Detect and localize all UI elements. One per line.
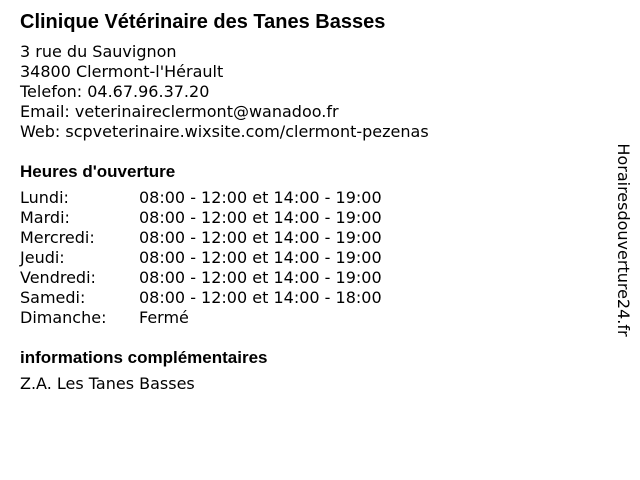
- address-city: 34800 Clermont-l'Hérault: [20, 62, 224, 81]
- hours-day: Mardi:: [20, 208, 70, 227]
- email-line: [20, 102, 600, 122]
- hours-time: 08:00 - 12:00 et 14:00 - 19:00: [139, 248, 382, 267]
- hours-day: Samedi:: [20, 288, 86, 307]
- clinic-card: [20, 10, 600, 394]
- web-label: Web:: [20, 122, 66, 141]
- hours-row: [20, 188, 600, 208]
- hours-row: [20, 228, 600, 248]
- hours-day: Vendredi:: [20, 268, 96, 287]
- hours-day: Lundi:: [20, 188, 69, 207]
- phone-line: Telefon: 04.67.96.37.20: [20, 82, 210, 101]
- hours-time: 08:00 - 12:00 et 14:00 - 18:00: [139, 288, 382, 307]
- hours-time: 08:00 - 12:00 et 14:00 - 19:00: [139, 268, 382, 287]
- hours-day: Jeudi:: [20, 248, 65, 267]
- hours-table: [20, 188, 600, 328]
- info-title: informations complémentaires: [20, 348, 268, 367]
- email-label: Email:: [20, 102, 75, 121]
- hours-row: [20, 308, 600, 328]
- hours-title: Heures d'ouverture: [20, 162, 176, 181]
- hours-row: [20, 288, 600, 308]
- site-watermark: Horairesdouverture24.fr: [614, 143, 633, 337]
- hours-row: [20, 268, 600, 288]
- hours-day: Dimanche:: [20, 308, 107, 327]
- hours-time: Fermé: [139, 308, 189, 327]
- hours-time: 08:00 - 12:00 et 14:00 - 19:00: [139, 188, 382, 207]
- hours-day: Mercredi:: [20, 228, 95, 247]
- address-street: 3 rue du Sauvignon: [20, 42, 177, 61]
- web-line: [20, 122, 600, 142]
- clinic-name: Clinique Vétérinaire des Tanes Basses: [20, 11, 386, 33]
- hours-row: [20, 248, 600, 268]
- hours-row: [20, 208, 600, 228]
- web-link[interactable]: scpveterinaire.wixsite.com/clermont-pezenas: [65, 122, 429, 141]
- email-link[interactable]: veterinaireclermont@wanadoo.fr: [74, 102, 339, 121]
- info-text: Z.A. Les Tanes Basses: [20, 374, 195, 393]
- hours-time: 08:00 - 12:00 et 14:00 - 19:00: [139, 208, 382, 227]
- hours-time: 08:00 - 12:00 et 14:00 - 19:00: [139, 228, 382, 247]
